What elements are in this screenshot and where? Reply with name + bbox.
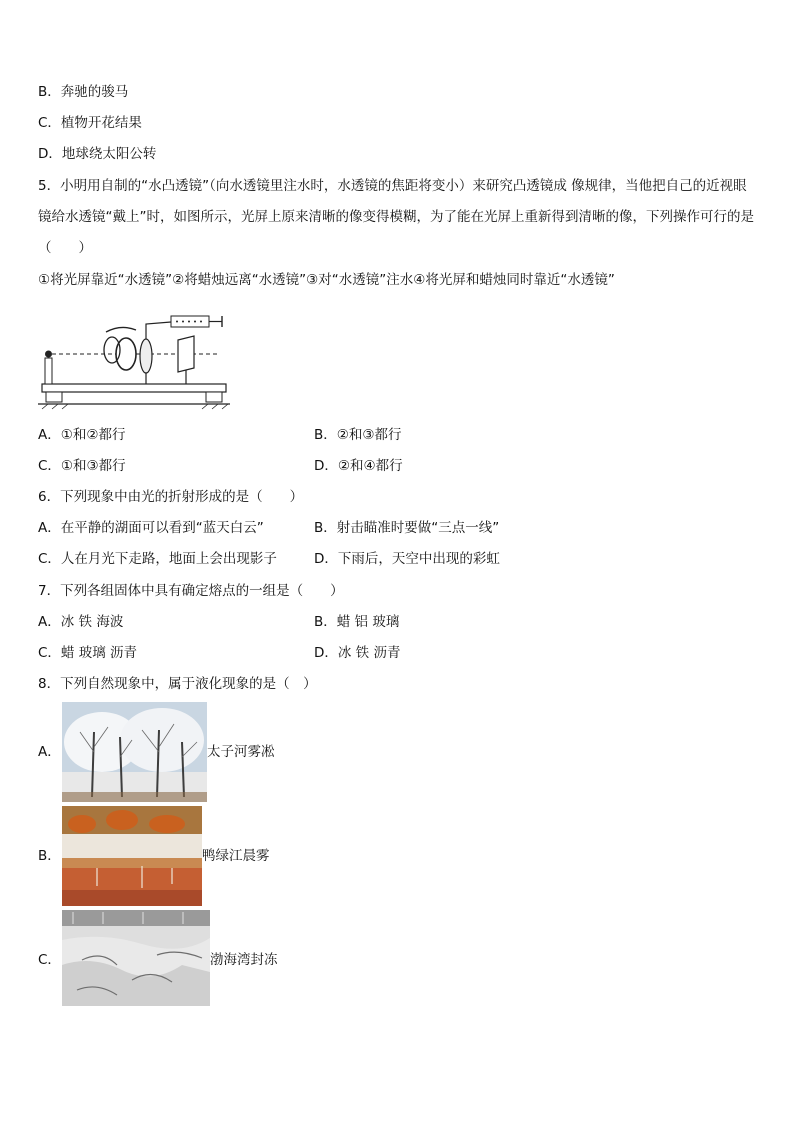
q5-option-a: A．①和②都行 bbox=[38, 427, 126, 443]
q6-option-d: D．下雨后，天空中出现的彩虹 bbox=[314, 551, 500, 567]
q7-option-c: C．蜡 玻璃 沥青 bbox=[38, 645, 138, 661]
q4-option-d: D．地球绕太阳公转 bbox=[38, 146, 157, 162]
q7-option-d: D．冰 铁 沥青 bbox=[314, 645, 401, 661]
q5-stem: 5．小明用自制的“水凸透镜”（向水透镜里注水时，水透镜的焦距将变小）来研究凸透镜成 像规律，当他把自己的近视眼镜给水透镜“戴上”时，如图所示，光屏上原来清晰的像变得模糊，为了能在光屏上重新得到清晰的像，下列操作可行的是（ ） bbox=[38, 178, 754, 256]
q4-option-b: B．奔驰的骏马 bbox=[38, 84, 129, 100]
frosted-trees-image bbox=[62, 702, 207, 802]
q7-option-b: B．蜡 铝 玻璃 bbox=[314, 614, 400, 630]
q7-option-a: A．冰 铁 海波 bbox=[38, 614, 124, 630]
q4-option-c: C．植物开花结果 bbox=[38, 115, 142, 131]
morning-fog-image bbox=[62, 806, 202, 906]
lens-experiment-figure bbox=[36, 310, 236, 410]
q6-option-a: A．在平静的湖面可以看到“蓝天白云” bbox=[38, 520, 264, 536]
q6-option-c: C．人在月光下走路，地面上会出现影子 bbox=[38, 551, 277, 567]
q6-option-b: B．射击瞄准时要做“三点一线” bbox=[314, 520, 500, 536]
q7-stem: 7．下列各组固体中具有确定熔点的一组是（ ） bbox=[38, 583, 344, 599]
q8-option-b-label: B． bbox=[38, 848, 61, 864]
q8-option-a-caption: 太子河雾凇 bbox=[207, 744, 275, 760]
q5-option-b: B．②和③都行 bbox=[314, 427, 402, 443]
q5-option-c: C．①和③都行 bbox=[38, 458, 126, 474]
q6-stem: 6．下列现象中由光的折射形成的是（ ） bbox=[38, 489, 304, 505]
q8-option-c-caption: 渤海湾封冻 bbox=[210, 952, 278, 968]
q8-stem: 8．下列自然现象中，属于液化现象的是（ ） bbox=[38, 676, 317, 692]
q8-option-b-caption: 鸭绿江晨雾 bbox=[202, 848, 270, 864]
q5-option-d: D．②和④都行 bbox=[314, 458, 403, 474]
frozen-bay-image bbox=[62, 910, 210, 1006]
q8-option-c-label: C． bbox=[38, 952, 61, 968]
q5-choices: ①将光屏靠近“水透镜”②将蜡烛远离“水透镜”③对“水透镜”注水④将光屏和蜡烛同时靠近“水透镜” bbox=[38, 272, 615, 288]
q8-option-a-label: A． bbox=[38, 744, 61, 760]
